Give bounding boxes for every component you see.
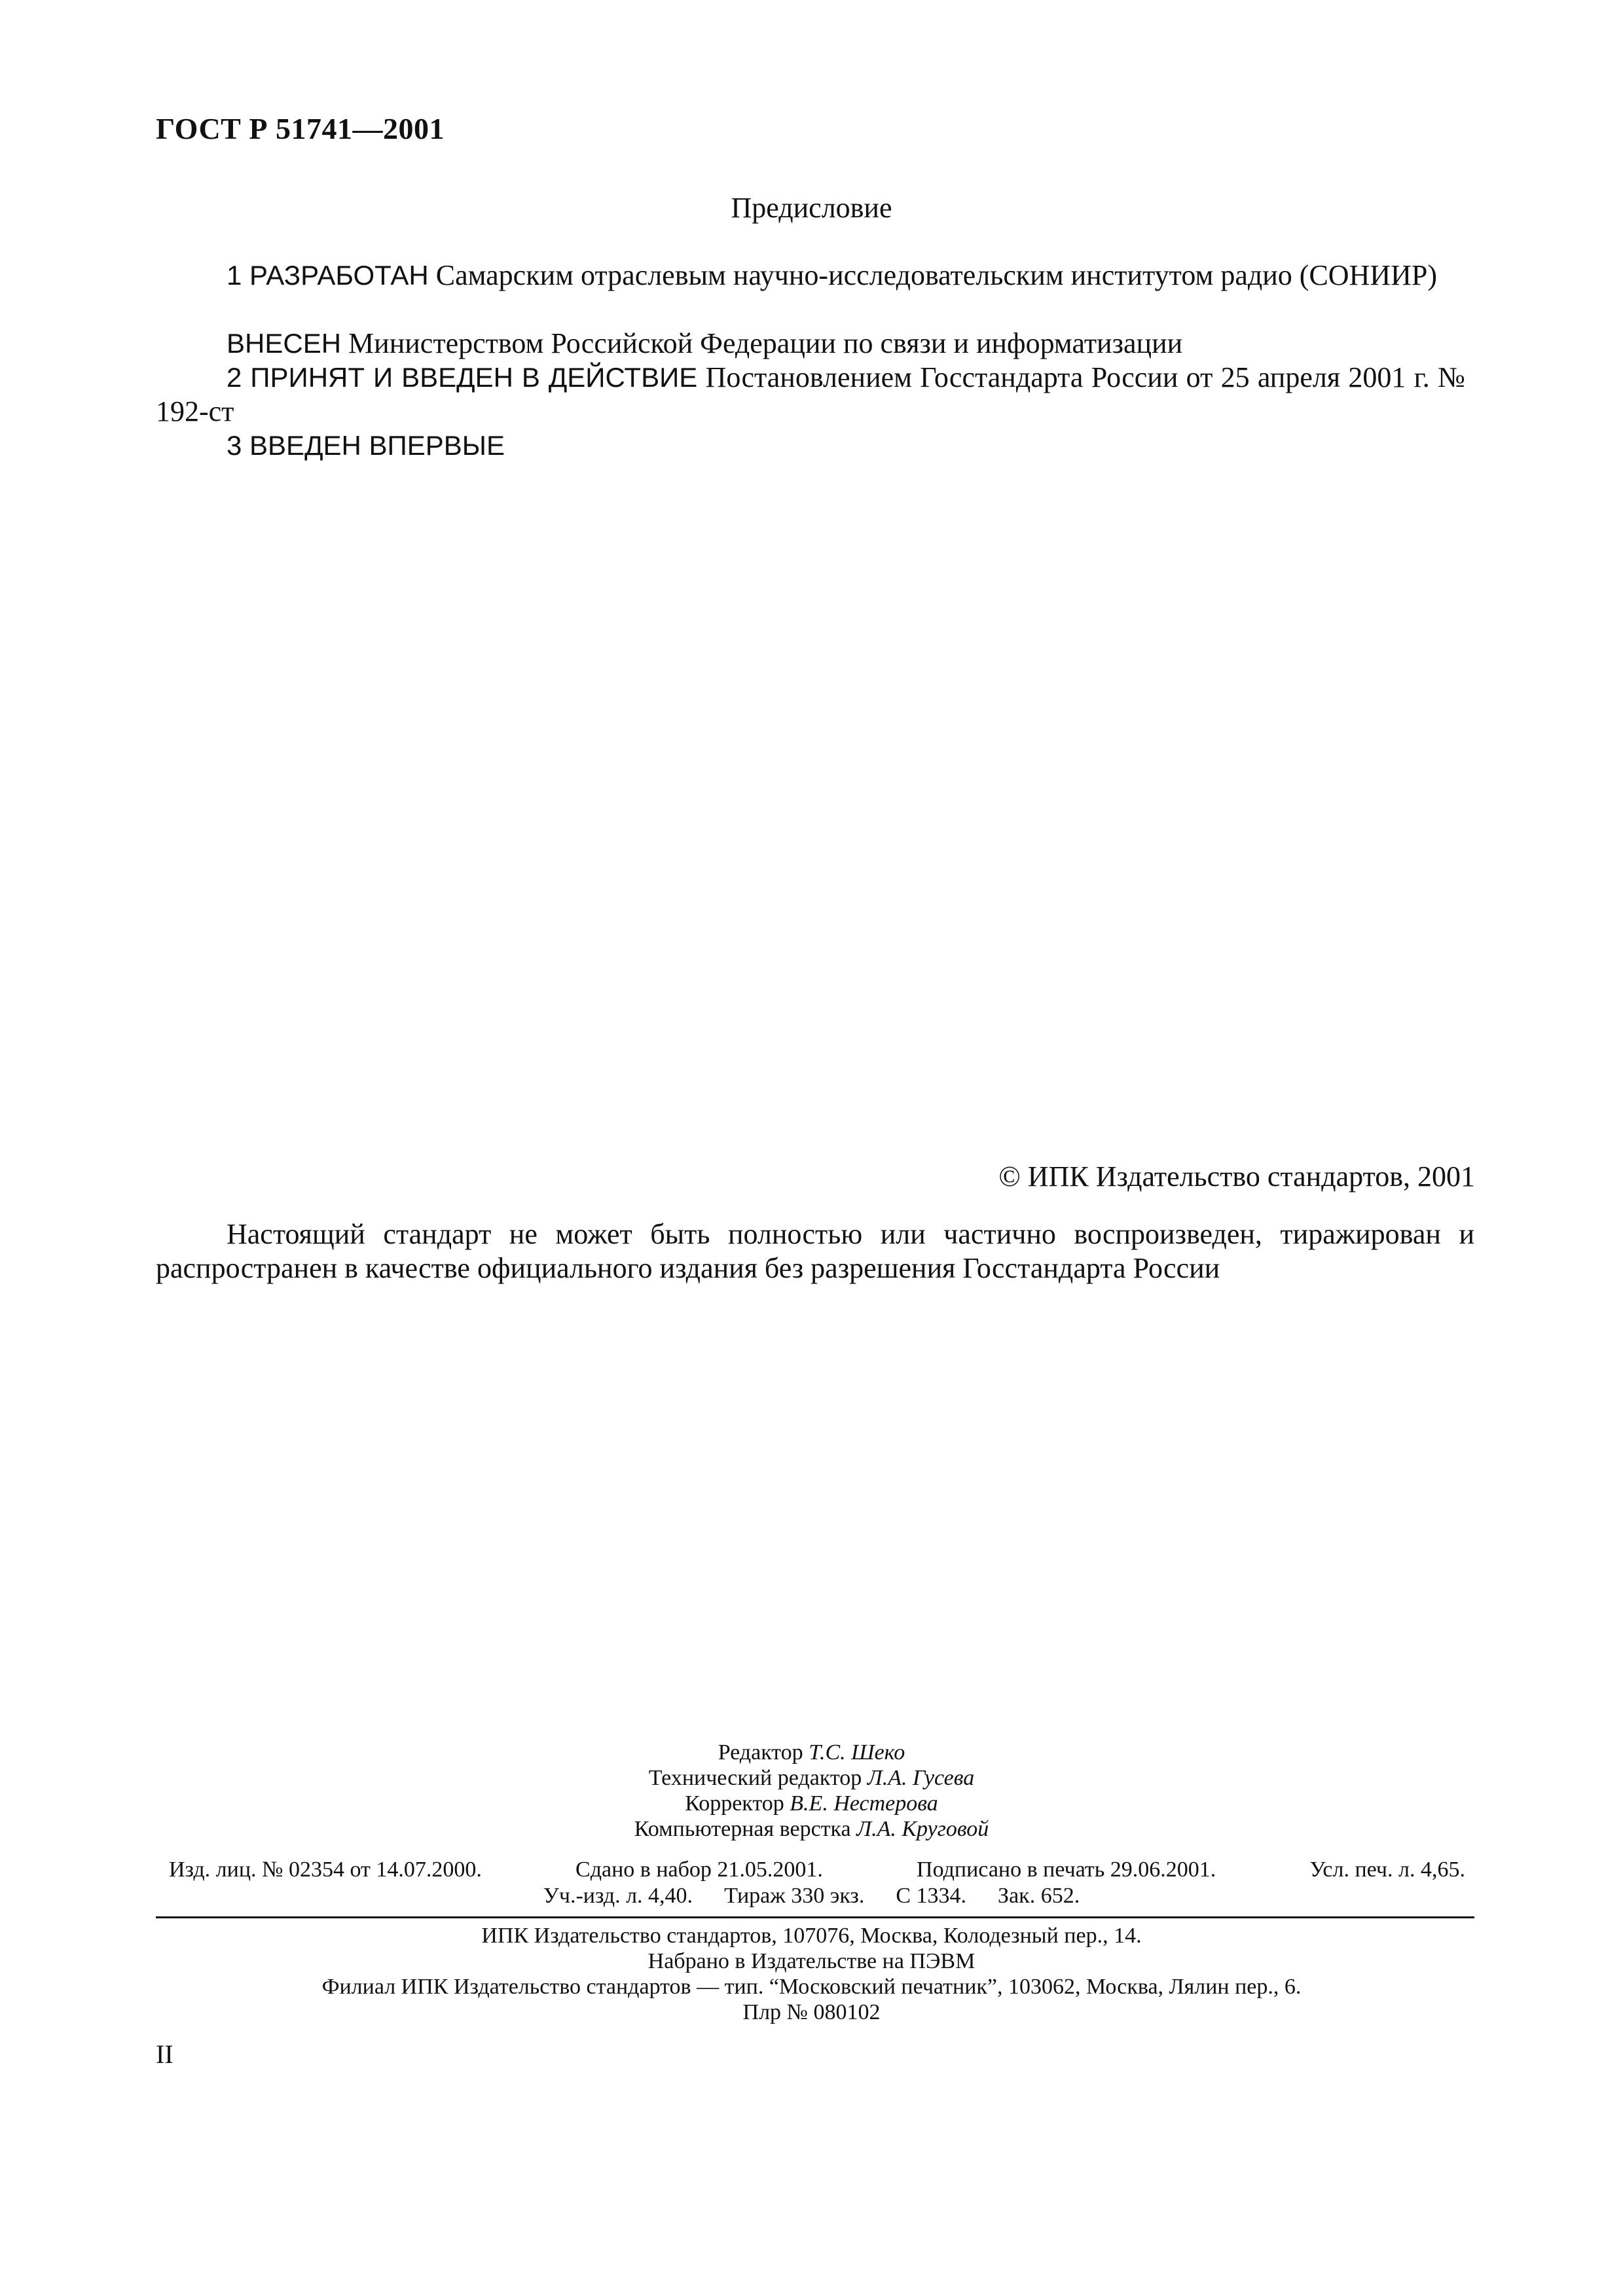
copyright-line: © ИПК Издательство стандартов, 2001 — [998, 1160, 1475, 1193]
imprint-license: Изд. лиц. № 02354 от 14.07.2000. — [169, 1857, 482, 1882]
paragraph-text: Министерством Российской Федерации по связи и информатизации — [341, 327, 1183, 359]
foreword-paragraph — [156, 429, 1465, 463]
paragraph-text: Самарским отраслевым научно-исследовательским институтом радио (СОНИИР) — [428, 259, 1438, 291]
imprint-order: Зак. 652. — [998, 1884, 1080, 1908]
page-number: II — [156, 2039, 173, 2069]
caps-lead: ВНЕСЕН — [227, 328, 342, 359]
publisher-block — [0, 1923, 1623, 2025]
imprint-c-number: С 1334. — [896, 1884, 967, 1908]
foreword-item-1b — [156, 327, 1465, 361]
imprint-pub-sheets: Уч.-изд. л. 4,40. — [543, 1884, 693, 1908]
credit-layout: Компьютерная верстка Л.А. Круговой — [634, 1817, 989, 1841]
credit-tech-editor: Технический редактор Л.А. Гусева — [648, 1766, 975, 1790]
publisher-line: Плр № 080102 — [742, 2000, 881, 2024]
publisher-line: Филиал ИПК Издательство стандартов — тип. “Московский печатник”, 103062, Москва, Лялин пер., 6. — [321, 1975, 1302, 1999]
imprint-print-sheets: Усл. печ. л. 4,65. — [1309, 1857, 1465, 1882]
caps-lead: 2 ПРИНЯТ И ВВЕДЕН В ДЕЙСТВИЕ — [227, 362, 698, 393]
caps-lead: 3 ВВЕДЕН ВПЕРВЫЕ — [227, 430, 505, 461]
credits-block — [0, 1740, 1623, 1842]
foreword-paragraph — [156, 361, 1465, 429]
reproduction-notice: Настоящий стандарт не может быть полностью или частично воспроизведен, тиражирован и распространен в качестве официального издания без разрешения Госстандарта России — [156, 1218, 1474, 1284]
imprint-typeset: Сдано в набор 21.05.2001. — [575, 1857, 823, 1882]
publisher-line: Набрано в Издательстве на ПЭВМ — [647, 1949, 976, 1973]
imprint-row-2 — [0, 1884, 1623, 1909]
foreword-item-3 — [156, 429, 1465, 463]
foreword-paragraph — [156, 327, 1465, 361]
foreword-title: Предисловие — [731, 192, 892, 224]
imprint-circulation: Тираж 330 экз. — [724, 1884, 865, 1908]
caps-lead: 1 РАЗРАБОТАН — [227, 260, 429, 291]
document-code: ГОСТ Р 51741—2001 — [156, 112, 445, 145]
publisher-line: ИПК Издательство стандартов, 107076, Москва, Колодезный пер., 14. — [481, 1924, 1142, 1948]
foreword-item-2 — [156, 361, 1465, 429]
paragraph-text: Постановлением Госстандарта России от 25 апреля 2001 г. № 192-ст — [156, 361, 1465, 427]
horizontal-rule — [156, 1916, 1474, 1918]
credit-corrector: Корректор В.Е. Нестерова — [685, 1791, 938, 1816]
foreword-item-1 — [156, 259, 1465, 293]
imprint-signed: Подписано в печать 29.06.2001. — [917, 1857, 1216, 1882]
imprint-row-1 — [169, 1857, 1465, 1882]
credit-editor: Редактор Т.С. Шеко — [718, 1740, 905, 1765]
foreword-paragraph — [156, 259, 1465, 293]
